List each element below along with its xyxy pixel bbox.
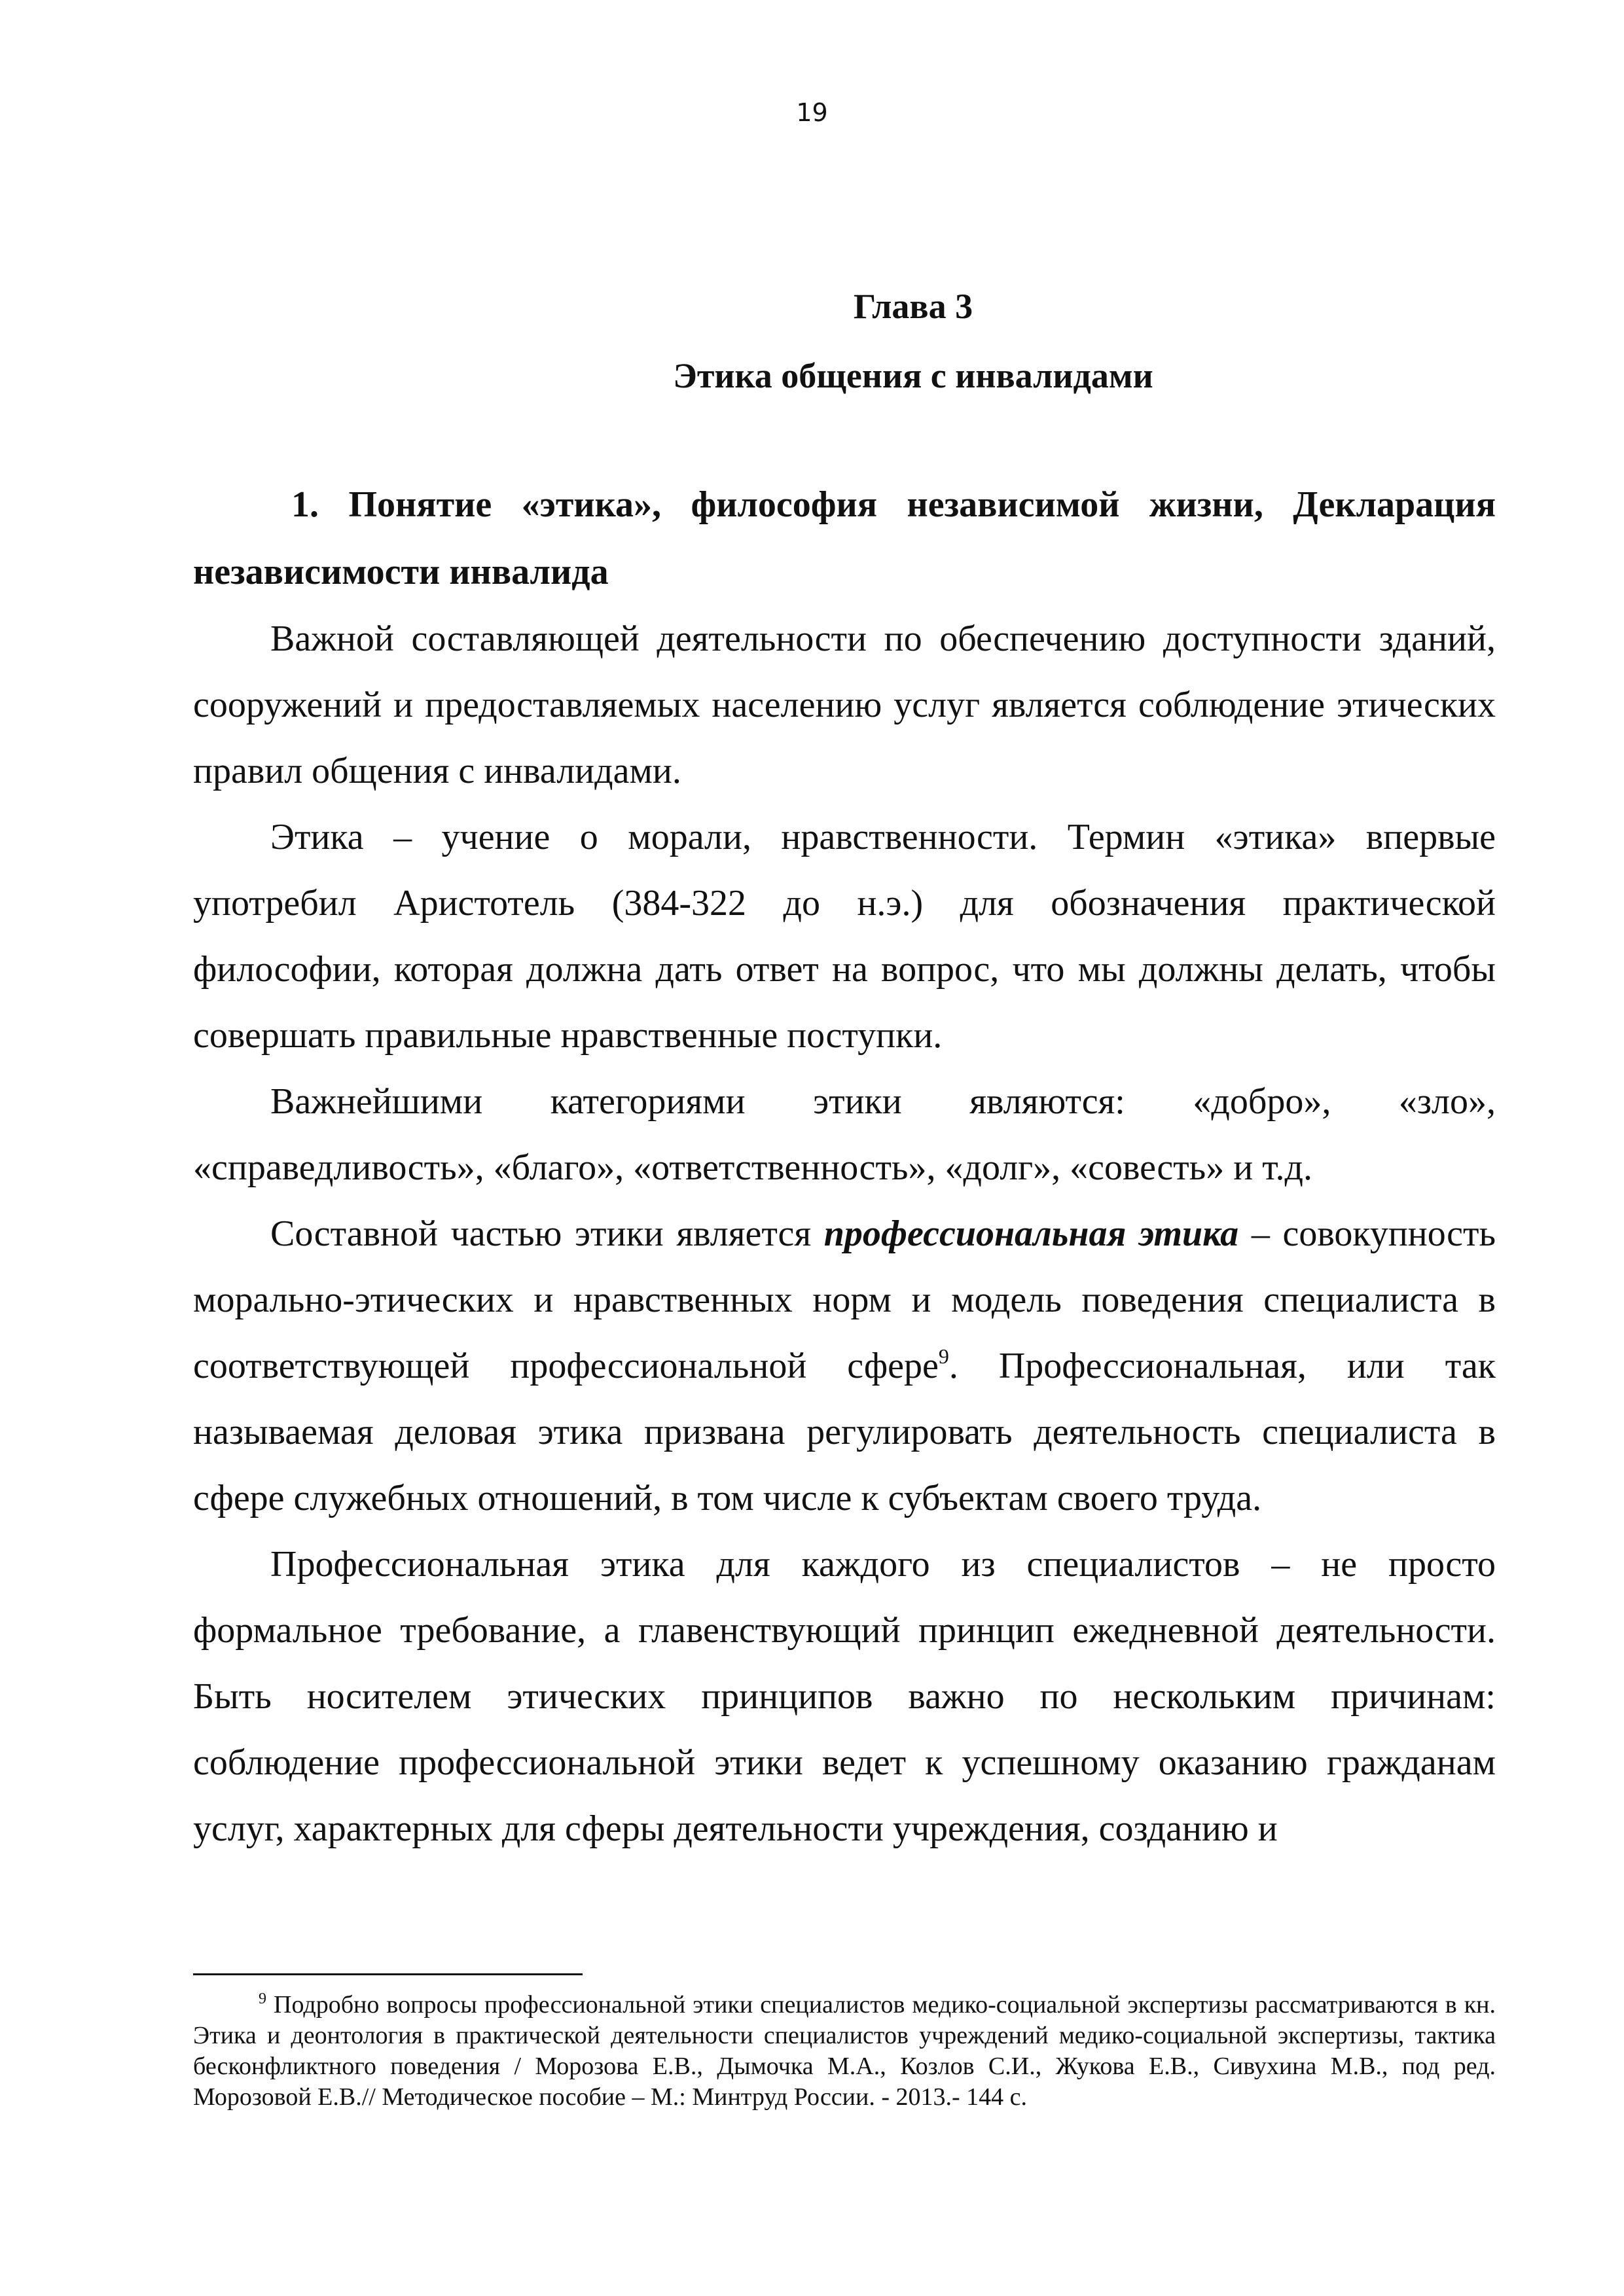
paragraph-1: Важной составляющей деятельности по обеспечению доступности зданий, сооружений и предоставляемых населению услуг является соблюдение этических правил общения с инвалидами. [193, 619, 1496, 791]
footnote-text: Подробно вопросы профессиональной этики специалистов медико-социальной экспертизы рассматриваются в кн. Этика и деонтология в практической деятельности специалистов учреждений медико-социальной экспертизы, тактика бесконфликтного поведения / Морозова Е.В., Дымочка М.А., Козлов С.И., Жукова Е.В., Сивухина М.В., под ред. Морозовой Е.В.// Методическое пособие – М.: Минтруд России. - 2013.- 144 с. [193, 1991, 1496, 2111]
main-text [193, 471, 1496, 1862]
chapter-header [193, 272, 1437, 410]
chapter-label: Глава 3 [853, 287, 973, 326]
chapter-title: Этика общения с инвалидами [673, 356, 1153, 395]
paragraph-2: Этика – учение о морали, нравственности. Термин «этика» впервые употребил Аристотель (384-322 до н.э.) для обозначения практической философии, которая должна дать ответ на вопрос, что мы должны делать, чтобы совершать правильные нравственные поступки. [193, 817, 1496, 1056]
footnote [193, 1990, 1496, 2113]
footnote-reference[interactable]: 9 [938, 1344, 949, 1368]
page-number: 19 [796, 98, 828, 127]
paragraph-3: Важнейшими категориями этики являются: «добро», «зло», «справедливость», «благо», «ответственность», «долг», «совесть» и т.д. [193, 1081, 1496, 1188]
footnote-marker: 9 [259, 1990, 266, 2007]
section-heading: 1. Понятие «этика», философия независимой жизни, Декларация независимости инвалида [193, 484, 1496, 592]
paragraph-4-end: . Профессиональная, или так называемая деловая этика призвана регулировать деятельность специалиста в сфере служебных отношений, в том числе к субъектам своего труда. [193, 1346, 1496, 1518]
paragraph-5: Профессиональная этика для каждого из специалистов – не просто формальное требование, а главенствующий принцип ежедневной деятельности. Быть носителем этических принципов важно по нескольким причинам: соблюдение профессиональной этики ведет к успешному оказанию гражданам услуг, характерных для сферы деятельности учреждения, созданию и [193, 1544, 1496, 1849]
footnote-separator [193, 1973, 583, 1975]
term-professional-ethics: профессиональная этика [823, 1213, 1239, 1254]
paragraph-4-middle: – совокупность морально-этических и нравственных норм и модель поведения специалиста в соответствующей профессиональной сфере [193, 1213, 1496, 1386]
paragraph-4-start: Составной частью этики является [270, 1213, 824, 1254]
paragraph-4 [193, 1201, 1496, 1532]
